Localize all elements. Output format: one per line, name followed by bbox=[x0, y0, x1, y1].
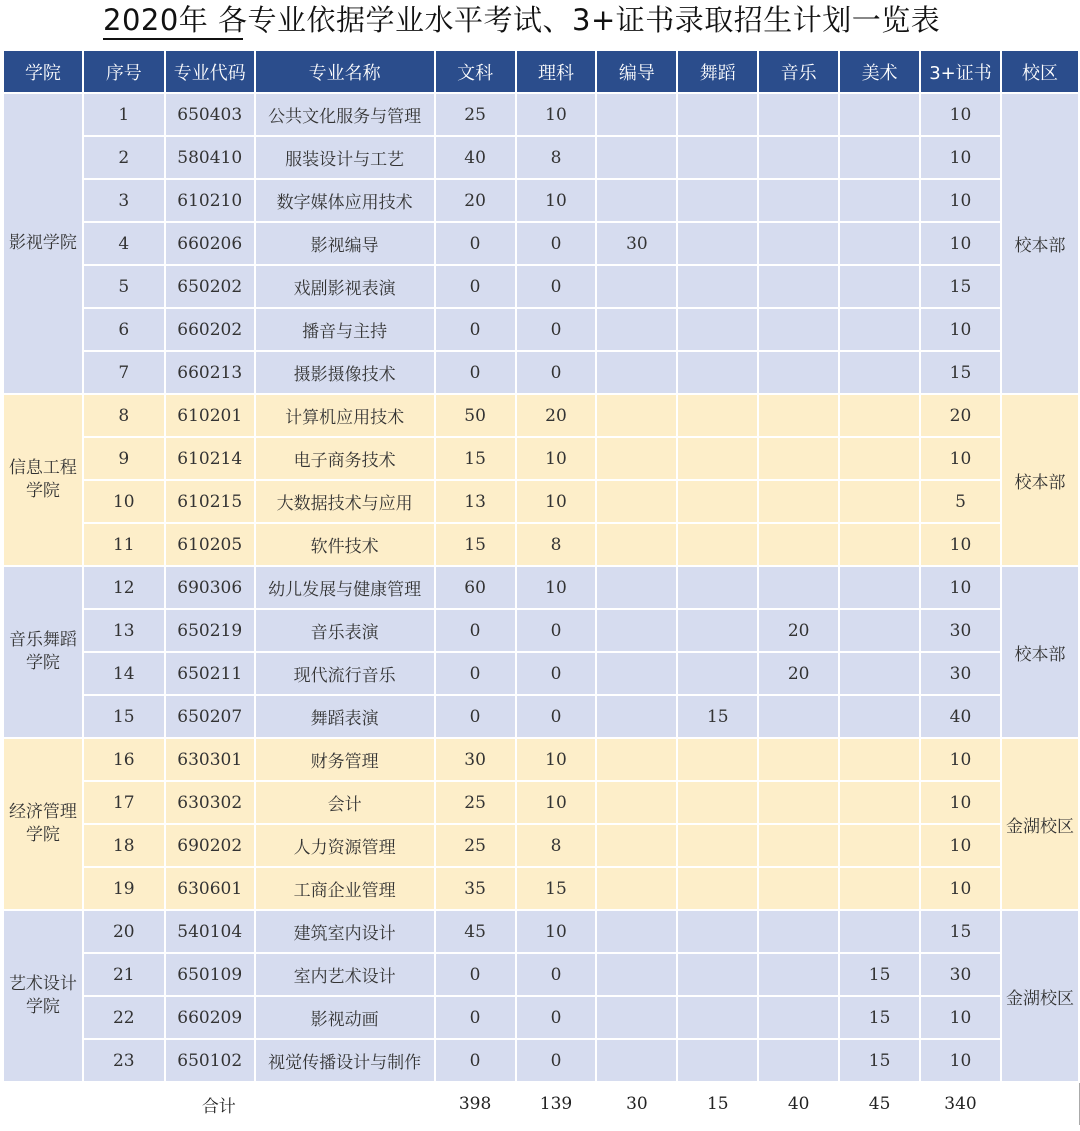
college-cell: 影视学院 bbox=[3, 93, 83, 394]
cell-like: 10 bbox=[516, 93, 597, 136]
campus-cell: 金湖校区 bbox=[1001, 738, 1079, 910]
table-row bbox=[3, 265, 1079, 308]
cell-like: 10 bbox=[516, 480, 597, 523]
cell-name: 现代流行音乐 bbox=[255, 652, 435, 695]
cell-wenke: 15 bbox=[435, 523, 516, 566]
cell-code: 630301 bbox=[165, 738, 255, 781]
cell-wenke: 0 bbox=[435, 996, 516, 1039]
cell-yinyue bbox=[758, 523, 839, 566]
cell-like: 10 bbox=[516, 437, 597, 480]
enrollment-plan-table bbox=[2, 49, 1080, 1127]
total-meishu: 45 bbox=[839, 1082, 920, 1126]
cell-wudao bbox=[677, 824, 758, 867]
cell-cert: 10 bbox=[920, 1039, 1001, 1082]
header-col-like: 理科 bbox=[516, 50, 597, 93]
cell-yinyue bbox=[758, 93, 839, 136]
cell-cert: 15 bbox=[920, 265, 1001, 308]
table-row bbox=[3, 695, 1079, 738]
cell-yinyue bbox=[758, 1039, 839, 1082]
cell-yinyue bbox=[758, 136, 839, 179]
cell-wudao bbox=[677, 609, 758, 652]
cell-cert: 10 bbox=[920, 738, 1001, 781]
cell-meishu bbox=[839, 824, 920, 867]
cell-meishu bbox=[839, 652, 920, 695]
header-col-yinyue: 音乐 bbox=[758, 50, 839, 93]
cell-like: 0 bbox=[516, 953, 597, 996]
cell-code: 630302 bbox=[165, 781, 255, 824]
cell-cert: 10 bbox=[920, 566, 1001, 609]
cell-code: 650403 bbox=[165, 93, 255, 136]
cell-like: 0 bbox=[516, 996, 597, 1039]
cell-wenke: 0 bbox=[435, 695, 516, 738]
cell-like: 8 bbox=[516, 523, 597, 566]
cell-biandao bbox=[596, 996, 677, 1039]
cell-wenke: 25 bbox=[435, 93, 516, 136]
cell-no: 22 bbox=[83, 996, 165, 1039]
cell-wenke: 25 bbox=[435, 781, 516, 824]
cell-cert: 10 bbox=[920, 437, 1001, 480]
table-header-row bbox=[3, 50, 1079, 93]
cell-cert: 5 bbox=[920, 480, 1001, 523]
cell-like: 20 bbox=[516, 394, 597, 437]
cell-name: 公共文化服务与管理 bbox=[255, 93, 435, 136]
cell-biandao bbox=[596, 566, 677, 609]
campus-cell: 金湖校区 bbox=[1001, 910, 1079, 1082]
cell-wudao bbox=[677, 910, 758, 953]
cell-wudao bbox=[677, 996, 758, 1039]
cell-biandao bbox=[596, 523, 677, 566]
cell-no: 12 bbox=[83, 566, 165, 609]
cell-no: 11 bbox=[83, 523, 165, 566]
table-row bbox=[3, 566, 1079, 609]
cell-biandao bbox=[596, 695, 677, 738]
table-row bbox=[3, 222, 1079, 265]
header-col-wudao: 舞蹈 bbox=[677, 50, 758, 93]
cell-no: 19 bbox=[83, 867, 165, 910]
cell-name: 幼儿发展与健康管理 bbox=[255, 566, 435, 609]
header-col-name: 专业名称 bbox=[255, 50, 435, 93]
cell-wudao bbox=[677, 652, 758, 695]
cell-meishu bbox=[839, 523, 920, 566]
total-wudao: 15 bbox=[677, 1082, 758, 1126]
cell-code: 650207 bbox=[165, 695, 255, 738]
cell-yinyue bbox=[758, 867, 839, 910]
cell-like: 0 bbox=[516, 308, 597, 351]
cell-biandao bbox=[596, 824, 677, 867]
title-year: 2020年 bbox=[103, 3, 209, 37]
cell-like: 0 bbox=[516, 265, 597, 308]
header-col-cert: 3+证书 bbox=[920, 50, 1001, 93]
cell-meishu bbox=[839, 609, 920, 652]
cell-biandao bbox=[596, 1039, 677, 1082]
cell-name: 影视动画 bbox=[255, 996, 435, 1039]
cell-cert: 10 bbox=[920, 93, 1001, 136]
cell-no: 1 bbox=[83, 93, 165, 136]
cell-name: 工商企业管理 bbox=[255, 867, 435, 910]
campus-cell: 校本部 bbox=[1001, 394, 1079, 566]
cell-wudao bbox=[677, 781, 758, 824]
cell-yinyue bbox=[758, 996, 839, 1039]
cell-cert: 10 bbox=[920, 781, 1001, 824]
cell-name: 视觉传播设计与制作 bbox=[255, 1039, 435, 1082]
cell-wudao: 15 bbox=[677, 695, 758, 738]
cell-code: 650211 bbox=[165, 652, 255, 695]
table-row bbox=[3, 351, 1079, 394]
cell-meishu bbox=[839, 910, 920, 953]
cell-wudao bbox=[677, 480, 758, 523]
cell-like: 10 bbox=[516, 781, 597, 824]
cell-meishu bbox=[839, 867, 920, 910]
cell-wenke: 0 bbox=[435, 609, 516, 652]
cell-yinyue bbox=[758, 738, 839, 781]
cell-cert: 10 bbox=[920, 824, 1001, 867]
cell-like: 15 bbox=[516, 867, 597, 910]
cell-wudao bbox=[677, 222, 758, 265]
cell-cert: 10 bbox=[920, 308, 1001, 351]
college-cell: 音乐舞蹈学院 bbox=[3, 566, 83, 738]
cell-code: 610214 bbox=[165, 437, 255, 480]
cell-meishu: 15 bbox=[839, 953, 920, 996]
cell-wudao bbox=[677, 867, 758, 910]
cell-no: 4 bbox=[83, 222, 165, 265]
cell-meishu bbox=[839, 222, 920, 265]
total-wenke: 398 bbox=[435, 1082, 516, 1126]
cell-yinyue bbox=[758, 480, 839, 523]
cell-cert: 15 bbox=[920, 351, 1001, 394]
cell-name: 舞蹈表演 bbox=[255, 695, 435, 738]
cell-no: 9 bbox=[83, 437, 165, 480]
cell-wenke: 0 bbox=[435, 1039, 516, 1082]
table-row bbox=[3, 738, 1079, 781]
cell-no: 14 bbox=[83, 652, 165, 695]
cell-yinyue bbox=[758, 910, 839, 953]
cell-like: 0 bbox=[516, 695, 597, 738]
cell-no: 8 bbox=[83, 394, 165, 437]
cell-cert: 10 bbox=[920, 179, 1001, 222]
total-like: 139 bbox=[516, 1082, 597, 1126]
cell-name: 戏剧影视表演 bbox=[255, 265, 435, 308]
cell-wudao bbox=[677, 523, 758, 566]
cell-name: 大数据技术与应用 bbox=[255, 480, 435, 523]
cell-wenke: 0 bbox=[435, 222, 516, 265]
cell-cert: 10 bbox=[920, 523, 1001, 566]
cell-like: 8 bbox=[516, 136, 597, 179]
table-row bbox=[3, 996, 1079, 1039]
cell-cert: 30 bbox=[920, 609, 1001, 652]
cell-name: 摄影摄像技术 bbox=[255, 351, 435, 394]
cell-yinyue bbox=[758, 308, 839, 351]
cell-meishu bbox=[839, 93, 920, 136]
cell-yinyue bbox=[758, 781, 839, 824]
cell-meishu bbox=[839, 308, 920, 351]
table-row bbox=[3, 609, 1079, 652]
cell-wenke: 15 bbox=[435, 437, 516, 480]
cell-wenke: 30 bbox=[435, 738, 516, 781]
cell-meishu: 15 bbox=[839, 996, 920, 1039]
cell-code: 540104 bbox=[165, 910, 255, 953]
cell-meishu bbox=[839, 394, 920, 437]
header-col-code: 专业代码 bbox=[165, 50, 255, 93]
cell-biandao bbox=[596, 394, 677, 437]
header-col-campus: 校区 bbox=[1001, 50, 1079, 93]
cell-no: 13 bbox=[83, 609, 165, 652]
cell-code: 690306 bbox=[165, 566, 255, 609]
cell-name: 影视编导 bbox=[255, 222, 435, 265]
cell-yinyue bbox=[758, 695, 839, 738]
table-row bbox=[3, 136, 1079, 179]
cell-no: 17 bbox=[83, 781, 165, 824]
cell-yinyue: 20 bbox=[758, 652, 839, 695]
cell-biandao bbox=[596, 480, 677, 523]
totals-label: 合计 bbox=[3, 1082, 435, 1126]
total-biandao: 30 bbox=[596, 1082, 677, 1126]
page-title bbox=[103, 0, 940, 44]
cell-code: 660213 bbox=[165, 351, 255, 394]
header-col-wenke: 文科 bbox=[435, 50, 516, 93]
cell-like: 8 bbox=[516, 824, 597, 867]
cell-no: 23 bbox=[83, 1039, 165, 1082]
cell-biandao bbox=[596, 265, 677, 308]
cell-no: 18 bbox=[83, 824, 165, 867]
cell-code: 690202 bbox=[165, 824, 255, 867]
cell-yinyue bbox=[758, 394, 839, 437]
cell-like: 0 bbox=[516, 222, 597, 265]
cell-like: 0 bbox=[516, 609, 597, 652]
cell-like: 10 bbox=[516, 179, 597, 222]
header-col-meishu: 美术 bbox=[839, 50, 920, 93]
total-yinyue: 40 bbox=[758, 1082, 839, 1126]
cell-yinyue bbox=[758, 566, 839, 609]
cell-name: 人力资源管理 bbox=[255, 824, 435, 867]
cell-no: 16 bbox=[83, 738, 165, 781]
table-row bbox=[3, 652, 1079, 695]
cell-cert: 10 bbox=[920, 136, 1001, 179]
cell-no: 6 bbox=[83, 308, 165, 351]
cell-code: 650219 bbox=[165, 609, 255, 652]
cell-wenke: 40 bbox=[435, 136, 516, 179]
cell-biandao bbox=[596, 437, 677, 480]
cell-wenke: 50 bbox=[435, 394, 516, 437]
cell-name: 财务管理 bbox=[255, 738, 435, 781]
totals-row bbox=[3, 1082, 1079, 1126]
cell-biandao bbox=[596, 351, 677, 394]
college-cell: 信息工程学院 bbox=[3, 394, 83, 566]
cell-wenke: 20 bbox=[435, 179, 516, 222]
cell-code: 580410 bbox=[165, 136, 255, 179]
cell-wenke: 45 bbox=[435, 910, 516, 953]
table-row bbox=[3, 1039, 1079, 1082]
cell-like: 10 bbox=[516, 910, 597, 953]
table-row bbox=[3, 824, 1079, 867]
cell-like: 10 bbox=[516, 566, 597, 609]
cell-name: 建筑室内设计 bbox=[255, 910, 435, 953]
cell-name: 计算机应用技术 bbox=[255, 394, 435, 437]
cell-meishu bbox=[839, 738, 920, 781]
cell-like: 0 bbox=[516, 1039, 597, 1082]
cell-meishu: 15 bbox=[839, 1039, 920, 1082]
cell-code: 610210 bbox=[165, 179, 255, 222]
table-row bbox=[3, 93, 1079, 136]
total-cert: 340 bbox=[920, 1082, 1001, 1126]
table-row bbox=[3, 308, 1079, 351]
cell-wudao bbox=[677, 93, 758, 136]
cell-biandao bbox=[596, 867, 677, 910]
cell-wudao bbox=[677, 265, 758, 308]
cell-code: 650109 bbox=[165, 953, 255, 996]
cell-wudao bbox=[677, 136, 758, 179]
cell-cert: 40 bbox=[920, 695, 1001, 738]
title-text: 各专业依据学业水平考试、3+证书录取招生计划一览表 bbox=[218, 3, 941, 37]
cell-meishu bbox=[839, 695, 920, 738]
cell-wenke: 35 bbox=[435, 867, 516, 910]
cell-biandao bbox=[596, 609, 677, 652]
cell-biandao bbox=[596, 308, 677, 351]
cell-meishu bbox=[839, 179, 920, 222]
cell-meishu bbox=[839, 566, 920, 609]
cell-code: 650102 bbox=[165, 1039, 255, 1082]
cell-wudao bbox=[677, 394, 758, 437]
table-row bbox=[3, 480, 1079, 523]
cell-yinyue bbox=[758, 222, 839, 265]
cell-meishu bbox=[839, 781, 920, 824]
cell-wenke: 0 bbox=[435, 652, 516, 695]
cell-wenke: 0 bbox=[435, 308, 516, 351]
cell-like: 10 bbox=[516, 738, 597, 781]
cell-yinyue: 20 bbox=[758, 609, 839, 652]
cell-like: 0 bbox=[516, 351, 597, 394]
cell-name: 会计 bbox=[255, 781, 435, 824]
cell-cert: 10 bbox=[920, 222, 1001, 265]
cell-code: 660202 bbox=[165, 308, 255, 351]
table-row bbox=[3, 523, 1079, 566]
cell-meishu bbox=[839, 437, 920, 480]
cell-code: 650202 bbox=[165, 265, 255, 308]
cell-biandao bbox=[596, 910, 677, 953]
cell-name: 音乐表演 bbox=[255, 609, 435, 652]
cell-cert: 30 bbox=[920, 652, 1001, 695]
cell-wudao bbox=[677, 738, 758, 781]
header-col-college: 学院 bbox=[3, 50, 83, 93]
cell-biandao bbox=[596, 136, 677, 179]
cell-name: 播音与主持 bbox=[255, 308, 435, 351]
campus-cell: 校本部 bbox=[1001, 93, 1079, 394]
cell-wudao bbox=[677, 179, 758, 222]
cell-no: 20 bbox=[83, 910, 165, 953]
cell-no: 2 bbox=[83, 136, 165, 179]
cell-wudao bbox=[677, 566, 758, 609]
table-row bbox=[3, 781, 1079, 824]
cell-wudao bbox=[677, 437, 758, 480]
cell-no: 5 bbox=[83, 265, 165, 308]
table-row bbox=[3, 953, 1079, 996]
title-bar bbox=[0, 0, 1080, 48]
campus-cell: 校本部 bbox=[1001, 566, 1079, 738]
cell-no: 21 bbox=[83, 953, 165, 996]
cell-cert: 10 bbox=[920, 996, 1001, 1039]
cell-biandao bbox=[596, 953, 677, 996]
table-row bbox=[3, 394, 1079, 437]
cell-biandao: 30 bbox=[596, 222, 677, 265]
cell-wenke: 13 bbox=[435, 480, 516, 523]
cell-yinyue bbox=[758, 351, 839, 394]
cell-meishu bbox=[839, 136, 920, 179]
cell-code: 610215 bbox=[165, 480, 255, 523]
cell-name: 服装设计与工艺 bbox=[255, 136, 435, 179]
table-row bbox=[3, 179, 1079, 222]
cell-biandao bbox=[596, 781, 677, 824]
cell-cert: 10 bbox=[920, 867, 1001, 910]
header-col-no: 序号 bbox=[83, 50, 165, 93]
cell-wenke: 0 bbox=[435, 953, 516, 996]
cell-code: 660206 bbox=[165, 222, 255, 265]
table-row bbox=[3, 437, 1079, 480]
cell-wudao bbox=[677, 308, 758, 351]
cell-cert: 30 bbox=[920, 953, 1001, 996]
cell-name: 数字媒体应用技术 bbox=[255, 179, 435, 222]
cell-meishu bbox=[839, 265, 920, 308]
college-cell: 艺术设计学院 bbox=[3, 910, 83, 1082]
cell-wenke: 60 bbox=[435, 566, 516, 609]
header-col-biandao: 编导 bbox=[596, 50, 677, 93]
cell-biandao bbox=[596, 652, 677, 695]
cell-wudao bbox=[677, 953, 758, 996]
table-body bbox=[3, 93, 1079, 1126]
cell-like: 0 bbox=[516, 652, 597, 695]
cell-cert: 20 bbox=[920, 394, 1001, 437]
cell-no: 10 bbox=[83, 480, 165, 523]
table-row bbox=[3, 867, 1079, 910]
table-row bbox=[3, 910, 1079, 953]
cell-yinyue bbox=[758, 824, 839, 867]
total-campus-empty bbox=[1001, 1082, 1079, 1126]
cell-no: 15 bbox=[83, 695, 165, 738]
cell-biandao bbox=[596, 179, 677, 222]
cell-biandao bbox=[596, 93, 677, 136]
cell-meishu bbox=[839, 480, 920, 523]
cell-cert: 15 bbox=[920, 910, 1001, 953]
cell-meishu bbox=[839, 351, 920, 394]
cell-name: 电子商务技术 bbox=[255, 437, 435, 480]
cell-yinyue bbox=[758, 437, 839, 480]
cell-name: 软件技术 bbox=[255, 523, 435, 566]
cell-wenke: 25 bbox=[435, 824, 516, 867]
college-cell: 经济管理学院 bbox=[3, 738, 83, 910]
cell-yinyue bbox=[758, 265, 839, 308]
cell-code: 610201 bbox=[165, 394, 255, 437]
cell-name: 室内艺术设计 bbox=[255, 953, 435, 996]
cell-yinyue bbox=[758, 179, 839, 222]
cell-wenke: 0 bbox=[435, 351, 516, 394]
cell-wudao bbox=[677, 351, 758, 394]
cell-code: 660209 bbox=[165, 996, 255, 1039]
cell-code: 630601 bbox=[165, 867, 255, 910]
cell-code: 610205 bbox=[165, 523, 255, 566]
cell-no: 3 bbox=[83, 179, 165, 222]
cell-wudao bbox=[677, 1039, 758, 1082]
cell-wenke: 0 bbox=[435, 265, 516, 308]
cell-yinyue bbox=[758, 953, 839, 996]
cell-no: 7 bbox=[83, 351, 165, 394]
cell-biandao bbox=[596, 738, 677, 781]
